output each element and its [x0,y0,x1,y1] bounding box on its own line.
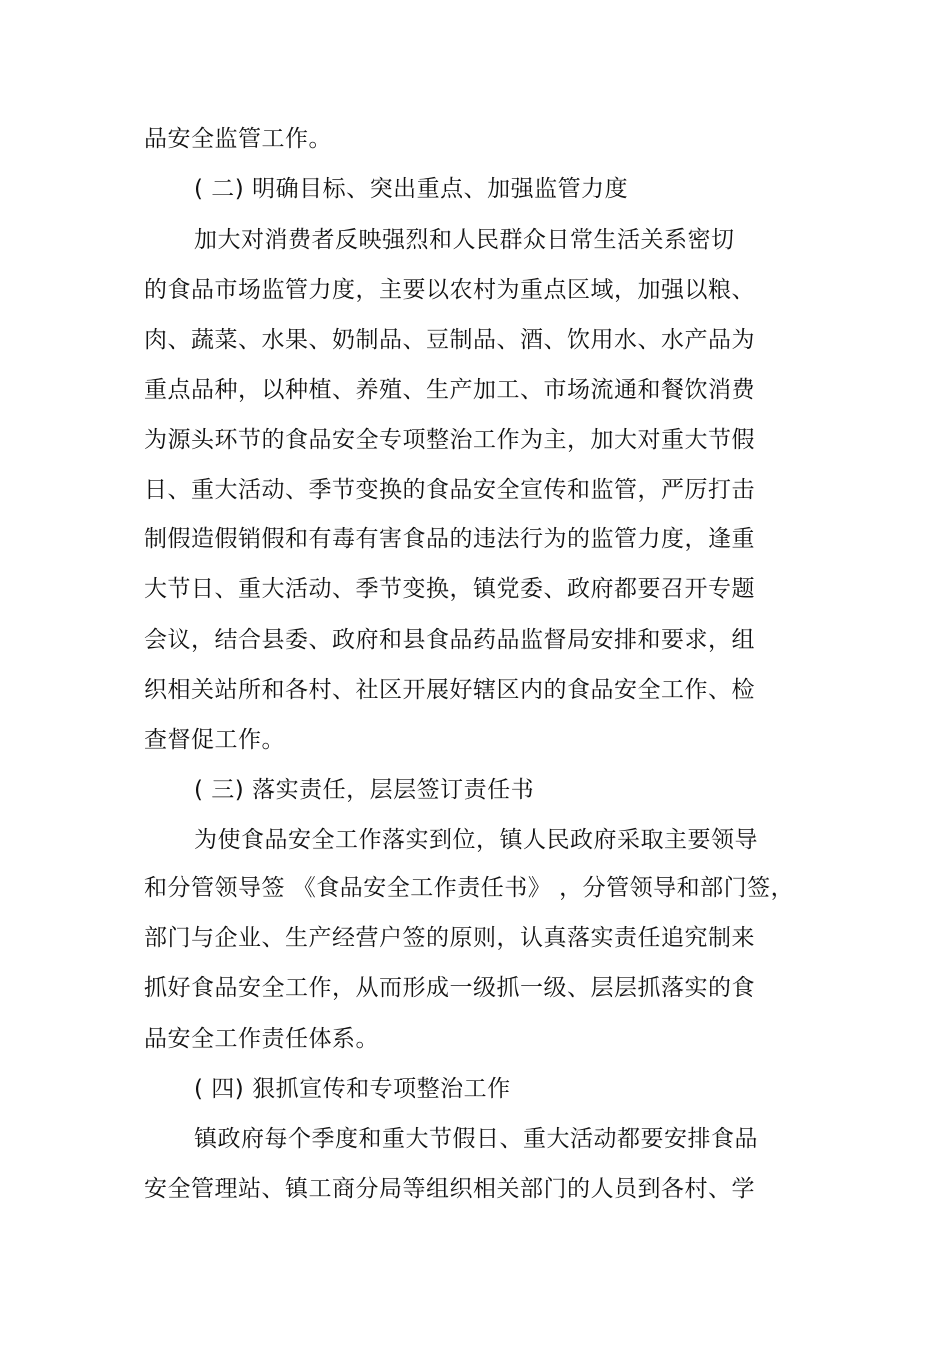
text-line: 抓好食品安全工作，从而形成一级抓一级、层层抓落实的食 [144,975,755,1001]
text-line: 日、重大活动、季节变换的食品安全宣传和监管，严厉打击 [144,477,755,503]
section-heading: ( 四) 狠抓宣传和专项整治工作 [194,1076,511,1102]
text-line: 镇政府每个季度和重大节假日、重大活动都要安排食品 [194,1126,758,1152]
text-line: 品安全监管工作。 [144,126,332,152]
text-line: 和分管领导签 《食品安全工作责任书》 ，分管领导和部门签， [144,875,795,901]
text-line: 安全管理站、镇工商分局等组织相关部门的人员到各村、学 [144,1176,755,1202]
text-line: 大节日、重大活动、季节变换，镇党委、政府都要召开专题 [144,576,755,602]
text-line: 为使食品安全工作落实到位，镇人民政府采取主要领导 [194,827,758,853]
section-heading: ( 三) 落实责任，层层签订责任书 [194,777,535,803]
text-line: 织相关站所和各村、社区开展好辖区内的食品安全工作、检 [144,677,755,703]
text-line: 的食品市场监管力度，主要以农村为重点区域，加强以粮、 [144,277,755,303]
text-line: 加大对消费者反映强烈和人民群众日常生活关系密切 [194,227,735,253]
text-line: 品安全工作责任体系。 [144,1026,379,1052]
section-heading: ( 二) 明确目标、突出重点、加强监管力度 [194,176,629,202]
text-line: 为源头环节的食品安全专项整治工作为主，加大对重大节假 [144,427,755,453]
text-line: 制假造假销假和有毒有害食品的违法行为的监管力度，逢重 [144,526,755,552]
text-line: 部门与企业、生产经营户签的原则，认真落实责任追究制来 [144,925,755,951]
text-line: 查督促工作。 [144,727,285,753]
text-line: 重点品种，以种植、养殖、生产加工、市场流通和餐饮消费 [144,377,755,403]
text-line: 会议，结合县委、政府和县食品药品监督局安排和要求，组 [144,627,755,653]
text-line: 肉、蔬菜、水果、奶制品、豆制品、酒、饮用水、水产品为 [144,327,755,353]
